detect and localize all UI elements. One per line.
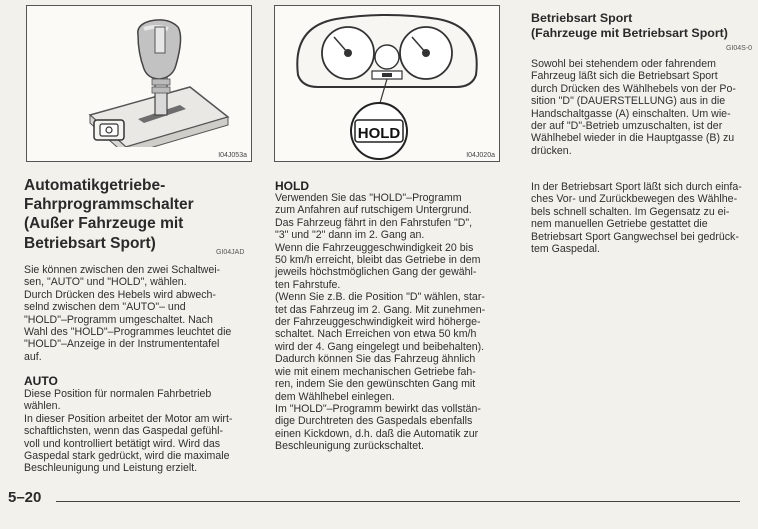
instrument-cluster-figure	[274, 5, 500, 162]
hold-indicator-label: HOLD	[357, 125, 401, 142]
auto-heading: AUTO	[24, 374, 58, 388]
figure-caption: I04J053a	[218, 152, 247, 159]
section-code-sport: GI04S-0	[726, 45, 753, 52]
section-heading-sport: Betriebsart Sport (Fahrzeuge mit Betriebsart Sport)	[531, 11, 728, 40]
gear-lever-figure	[26, 5, 252, 162]
hold-heading: HOLD	[275, 179, 309, 193]
auto-paragraph: Diese Position für normalen Fahrbetrieb wählen. In dieser Position arbeitet der Motor am wirt- schaftlichsten, wenn das Gaspedal gefühl- voll und kontrolliert betätigt wird. Wird das Gaspedal stark gedrückt, wird die maximale Beschleunigung und Leistung erzielt.	[24, 388, 233, 475]
section-heading-switch: Automatikgetriebe- Fahrprogrammschalter (Außer Fahrzeuge mit Betriebsart Sport)	[24, 177, 194, 252]
section-code: GI04JAD	[216, 249, 245, 256]
instrument-cluster-illustration	[276, 7, 498, 160]
page-number: 5–20	[8, 489, 42, 506]
intro-paragraph: Sie können zwischen den zwei Schaltwei- sen, "AUTO" und "HOLD", wählen. Durch Drücken des Hebels wird abwech- selnd zwischen dem "AUTO"– und "HOLD"–Programm umgeschaltet. Nach Wahl des "HOLD"–Programmes leuchtet die "HOLD"–Anzeige in der Instrumententafel auf.	[24, 264, 232, 363]
sport-paragraph-1: Sowohl bei stehendem oder fahrendem Fahrzeug läßt sich die Betriebsart Sport durch Drücken des Wählhebels von der Po- sition "D" (DAUERSTELLUNG) aus in die Handschaltgasse (A) einschalten. Um wie- der auf "D"-Betrieb umzuschalten, ist der Wählhebel wieder in die Hauptgasse (B) zu drücken.	[531, 58, 736, 157]
footer-rule	[56, 501, 740, 502]
sport-paragraph-2: In der Betriebsart Sport läßt sich durch einfa- ches Vor- und Zurückbewegen des Wählhe- bels schnell schalten. Im Gegensatz zu ei- nem manuellen Getriebe gestattet die Betriebsart Sport Gangwechsel bei gedrück- tem Gaspedal.	[531, 181, 742, 256]
figure-caption: I04J020a	[466, 152, 495, 159]
hold-paragraph: Verwenden Sie das "HOLD"–Programm zum Anfahren auf rutschigem Untergrund. Das Fahrzeug fährt in den Fahrstufen "D", "3" und "2" dann im 2. Gang an. Wenn die Fahrzeuggeschwindigkeit 20 bis 50 km/h erreicht, bleibt das Getriebe in dem jeweils höchstmöglichen Gang der gewähl- ten Fahrstufe. (Wenn Sie z.B. die Position "D" wählen, star- tet das Fahrzeug im 2. Gang. Mit zunehmen- der Fahrzeuggeschwindigkeit wird höherge- schaltet. Nach Erreichen von etwa 50 km/h wird der 4. Gang eingelegt und beibehalten). Dadurch können Sie das Fahrzeug ähnlich wie mit einem mechanischen Getriebe fah- ren, indem Sie den gewünschten Gang mit dem Wählhebel einlegen. Im "HOLD"–Programm bewirkt das vollstän- dige Durchtreten des Gaspedals ebenfalls einen Kickdown, d.h. daß die Automatik zur Beschleunigung zurückschaltet.	[275, 192, 486, 453]
gear-lever-illustration	[28, 7, 250, 147]
